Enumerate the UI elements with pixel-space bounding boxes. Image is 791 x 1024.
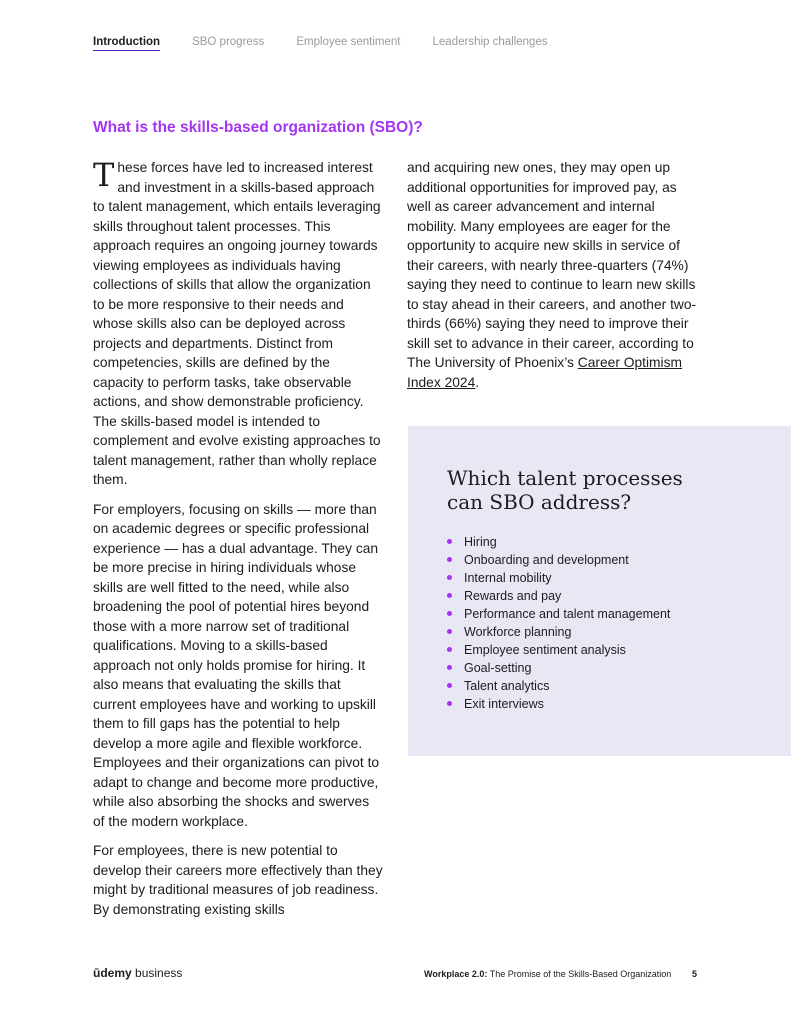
paragraph-intro bbox=[93, 158, 383, 490]
left-column bbox=[93, 158, 383, 929]
paragraph-continued-text: and acquiring new ones, they may open up additional opportunities for improved pay, as well as career advancement and internal mobility. Many employees are eager for the opportunity to acquire new skills in service of their careers, with nearly three-quarters (74%) saying they need to continue to learn new skills to stay ahead in their careers, and another two-thirds (66%) saying they need to improve their skill set to advance in their career, according to The University of Phoenix’s bbox=[407, 160, 697, 370]
list-item: Hiring bbox=[464, 533, 670, 551]
paragraph-intro-text: hese forces have led to increased interest and investment in a skills-based approach to talent management, which entails leveraging skills throughout talent processes. This approach requires an ongoing journey towards viewing employees as individuals having collections of skills that allow the organization to be more responsive to their needs and whose skills also can be deployed across projects and departments. Distinct from competencies, skills are defined by the capacity to perform tasks, take observable actions, and show demonstrable proficiency. The skills-based model is intended to complement and evolve existing approaches to talent management, rather than wholly replace them. bbox=[93, 160, 381, 487]
callout-title: Which talent processes can SBO address? bbox=[447, 466, 683, 514]
footer-document-title bbox=[424, 969, 671, 979]
list-item: Employee sentiment analysis bbox=[464, 641, 670, 659]
section-heading: What is the skills-based organization (SBO)? bbox=[93, 119, 423, 136]
tab-introduction[interactable]: Introduction bbox=[93, 36, 160, 51]
page-number: 5 bbox=[692, 969, 698, 979]
list-item: Talent analytics bbox=[464, 677, 670, 695]
list-item: Performance and talent management bbox=[464, 607, 671, 621]
list-item: Workforce planning bbox=[464, 623, 670, 641]
list-item: Rewards and pay bbox=[464, 587, 670, 605]
tab-sbo-progress[interactable]: SBO progress bbox=[192, 36, 265, 48]
talent-process-list bbox=[464, 533, 670, 713]
paragraph-employers: For employers, focusing on skills — more than on academic degrees or specific professional experience — has a dual advantage. They can be more precise in hiring individuals whose skills are well fitted to the need, while also broadening the pool of potential hires beyond those with a more narrow set of traditional qualifications. Moving to a skills-based approach not only holds promise for hiring. It also means that evaluating the skills that current employees have and working to upskill them to fill gaps has the potential to help develop a more agile and flexible workforce. Employees and their organizations can pivot to adapt to change and become more productive, while also absorbing the shocks and swerves of the modern workplace. bbox=[93, 501, 380, 829]
paragraph-employees: For employees, there is new potential to develop their careers more effectively than they might by traditional measures of job readiness. By demonstrating existing skills bbox=[93, 843, 383, 917]
list-item: Onboarding and development bbox=[464, 551, 670, 569]
paragraph-continued-end: . bbox=[475, 374, 480, 390]
tab-leadership-challenges[interactable]: Leadership challenges bbox=[432, 36, 548, 48]
footer-title-bold: Workplace 2.0: bbox=[424, 969, 488, 979]
drop-cap: T bbox=[93, 156, 115, 194]
footer-title-rest: The Promise of the Skills-Based Organization bbox=[489, 969, 672, 979]
paragraph-continued bbox=[407, 158, 699, 392]
talent-processes-callout bbox=[408, 426, 791, 756]
section-nav bbox=[93, 36, 580, 51]
right-column bbox=[407, 158, 699, 402]
logo-suffix: business bbox=[135, 966, 183, 980]
list-item: Exit interviews bbox=[464, 695, 670, 713]
logo-brand: ūdemy bbox=[93, 966, 132, 980]
list-item: Goal-setting bbox=[464, 659, 670, 677]
tab-employee-sentiment[interactable]: Employee sentiment bbox=[296, 36, 401, 48]
list-item: Internal mobility bbox=[464, 569, 670, 587]
udemy-business-logo bbox=[93, 966, 182, 980]
career-optimism-index-link[interactable]: Career Optimism Index 2024 bbox=[407, 355, 683, 390]
